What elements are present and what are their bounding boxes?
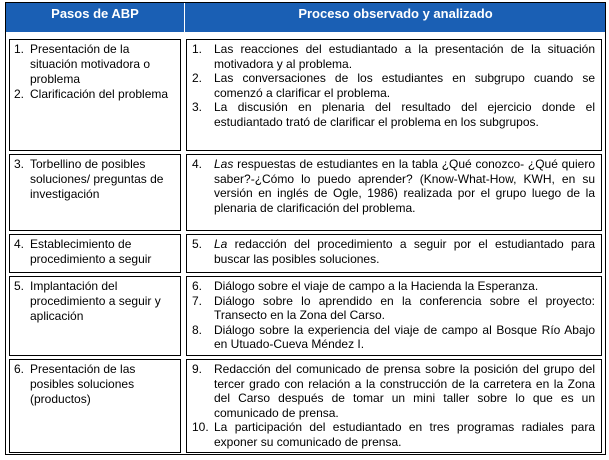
proceso-number: 2. [192, 71, 203, 86]
proceso-text [214, 237, 595, 266]
proceso-item [192, 157, 595, 215]
proceso-cell [186, 234, 602, 273]
proceso-cell [186, 276, 602, 356]
proceso-text: Redacción del comunicado de prensa sobre la posición del grupo del tercer grado con relación a la construcción de la carretera en la Zona del Carso después de tomar un mini taller sobre lo que es un comunicado de prensa. [214, 362, 595, 420]
proceso-text: Las conversaciones de los estudiantes en subgrupo cuando se comenzó a clarificar el problema. [214, 71, 595, 100]
proceso-text: Las reacciones del estudiantado a la presentación de la situación motivadora y al problema. [214, 42, 595, 71]
pasos-cell [9, 154, 181, 231]
paso-item [14, 87, 177, 102]
proceso-item [192, 42, 595, 71]
proceso-cell [186, 154, 602, 231]
paso-number: 6. [14, 362, 25, 376]
proceso-text: Diálogo sobre lo aprendido en la conferencia sobre el proyecto: Transecto en la Zona del Carso. [214, 293, 595, 323]
proceso-text [214, 157, 595, 215]
abp-table [5, 2, 606, 455]
paso-item [14, 237, 177, 267]
proceso-item [192, 237, 595, 266]
proceso-text: La discusión en plenaria del resultado del ejercicio donde el estudiantado trató de clarificar el problema en los subgrupos. [214, 100, 595, 129]
pasos-cell [9, 359, 181, 453]
pasos-cell [9, 276, 181, 356]
proceso-body: respuestas de estudiantes en la tabla ¿Qué conozco- ¿Qué quiero saber?-¿Cómo lo puedo aprender? (Know-What-How, KWH, en su versión en inglés de Ogle, 1986) realizada por el grupo luego de la plenaria de clarificación del problema. [214, 157, 595, 215]
table-row [6, 276, 605, 356]
proceso-item [192, 362, 595, 420]
paso-item [14, 279, 177, 324]
paso-label: Presentación de la situación motivadora o problema [30, 42, 151, 86]
proceso-item [192, 294, 595, 323]
proceso-text: Diálogo sobre la experiencia del viaje de campo al Bosque Río Abajo en Utuado-Cueva Méndez I. [214, 322, 595, 352]
paso-item [14, 362, 177, 407]
table-row [6, 154, 605, 231]
paso-item [14, 157, 177, 202]
header-divider [184, 3, 185, 32]
proceso-number: 1. [192, 42, 203, 56]
proceso-number: 3. [192, 100, 203, 115]
table-row [6, 234, 605, 273]
header-proceso: Proceso observado y analizado [298, 6, 493, 21]
proceso-number: 7. [192, 293, 203, 308]
paso-label: Implantación del procedimiento a seguir y aplicación [30, 279, 161, 323]
pasos-cell [9, 234, 181, 273]
proceso-lead: La [214, 237, 228, 251]
table-row [6, 39, 605, 151]
paso-number: 5. [14, 279, 25, 293]
paso-number: 3. [14, 157, 25, 171]
proceso-cell [186, 39, 602, 151]
paso-label: Presentación de las posibles soluciones (productos) [30, 362, 136, 406]
proceso-number: 9. [192, 362, 203, 376]
proceso-number: 4. [192, 157, 203, 171]
proceso-item [192, 100, 595, 129]
proceso-body: redacción del procedimiento a seguir por el estudiantado para buscar las posibles soluciones. [214, 237, 596, 266]
proceso-cell [186, 359, 602, 453]
header-pasos: Pasos de ABP [51, 6, 139, 21]
paso-item [14, 42, 177, 87]
proceso-number: 6. [192, 279, 203, 293]
proceso-lead: Las [214, 157, 234, 171]
proceso-item [192, 323, 595, 352]
paso-number: 2. [14, 87, 25, 101]
paso-label: Clarificación del problema [30, 87, 169, 101]
proceso-number: 8. [192, 322, 203, 337]
paso-label: Establecimiento de procedimiento a seguir [30, 237, 152, 266]
proceso-item [192, 279, 595, 294]
proceso-item [192, 71, 595, 100]
paso-number: 4. [14, 237, 25, 251]
table-row [6, 359, 605, 453]
paso-label: Torbellino de posibles soluciones/ preguntas de investigación [30, 157, 164, 201]
paso-number: 1. [14, 42, 25, 56]
proceso-number: 10. [192, 420, 209, 435]
proceso-item [192, 420, 595, 449]
table-header [6, 3, 605, 32]
pasos-cell [9, 39, 181, 151]
proceso-text: La participación del estudiantado en tres programas radiales para exponer su comunicado de prensa. [214, 420, 595, 449]
proceso-text: Diálogo sobre el viaje de campo a la Hacienda la Esperanza. [214, 279, 539, 293]
proceso-number: 5. [192, 237, 203, 251]
